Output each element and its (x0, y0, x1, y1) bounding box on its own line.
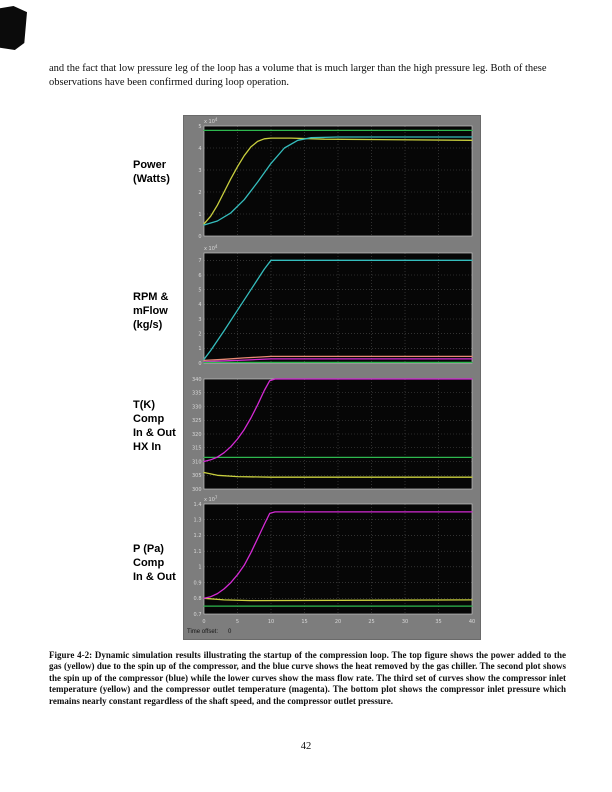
row-label-line: T(K) (133, 399, 155, 411)
figure-panel (183, 115, 481, 640)
row-label-line: (kg/s) (133, 319, 163, 331)
svg-text:0.8: 0.8 (193, 596, 202, 603)
row-label-line: HX In (133, 441, 162, 453)
row-label-line: Power (133, 159, 167, 171)
svg-text:15: 15 (301, 619, 308, 625)
svg-text:6: 6 (198, 272, 202, 279)
svg-text:300: 300 (191, 486, 202, 491)
row-label-line: Comp (133, 557, 165, 569)
row-label-line: In & Out (133, 427, 176, 439)
svg-text:0.7: 0.7 (193, 611, 202, 618)
svg-text:325: 325 (191, 418, 202, 424)
body-paragraph: and the fact that low pressure leg of the loop has a volume that is much larger than the high pressure leg. Both of these observations have been confirmed during loop operation. (49, 63, 547, 88)
svg-text:30: 30 (401, 619, 409, 625)
svg-text:x 107: x $10^7$ (204, 495, 218, 503)
svg-text:0: 0 (198, 233, 202, 238)
svg-text:335: 335 (191, 390, 202, 397)
svg-text:5: 5 (235, 619, 240, 625)
row-label-line: mFlow (133, 305, 168, 317)
svg-text:320: 320 (191, 431, 202, 438)
svg-text:10: 10 (267, 619, 275, 625)
svg-text:330: 330 (191, 404, 202, 411)
figure-caption: Figure 4-2: Dynamic simulation results illustrating the startup of the compression loop. The top figure shows the power added to the gas (yellow) due to the spin up of the compressor, and the blue curve shows the heat removed by the gas chiller. The second plot shows the spin up of the compressor (blue) while the lower curves show the mass flow rate. The third set of curves show the compressor inlet temperature (yellow) and the compressor outlet temperature (magenta). The bottom plot shows the compressor inlet pressure which remains nearly constant regardless of the shaft speed, and the compressor outlet pressure. (49, 650, 566, 706)
row-label-line: Comp (133, 413, 165, 425)
svg-text:315: 315 (191, 445, 202, 452)
row-label-line: RPM & (133, 291, 169, 303)
svg-text:x 104: x $10^4$ (204, 117, 218, 125)
svg-text:35: 35 (435, 619, 442, 625)
svg-text:1.1: 1.1 (193, 548, 202, 555)
row-label-line: (Watts) (133, 173, 170, 185)
svg-text:25: 25 (368, 619, 375, 625)
svg-text:1.3: 1.3 (193, 517, 202, 524)
svg-text:0: 0 (202, 619, 206, 625)
svg-text:7: 7 (198, 258, 202, 265)
svg-text:4: 4 (198, 302, 202, 309)
svg-text:1: 1 (198, 346, 202, 353)
svg-text:1: 1 (198, 211, 202, 218)
svg-text:0.9: 0.9 (193, 580, 202, 587)
svg-text:2: 2 (198, 331, 202, 338)
time-offset-text: Time offset: (187, 629, 219, 635)
row-label-line: In & Out (133, 571, 176, 583)
scan-artifact (0, 6, 27, 50)
page-number: 42 (300, 741, 312, 752)
svg-text:x 104: x $10^4$ (204, 244, 218, 252)
svg-text:305: 305 (191, 473, 202, 479)
svg-text:0: 0 (198, 360, 202, 365)
power-chart (184, 116, 482, 238)
svg-text:1: 1 (198, 564, 202, 571)
svg-text:2: 2 (198, 189, 202, 196)
svg-text:5: 5 (198, 287, 202, 294)
time-offset-value: 0 (228, 629, 232, 635)
row-label-line: P (Pa) (133, 543, 164, 555)
svg-text:3: 3 (198, 316, 202, 323)
temperature-chart (184, 369, 482, 491)
svg-text:3: 3 (198, 167, 202, 174)
svg-text:20: 20 (334, 619, 342, 625)
svg-text:310: 310 (191, 459, 202, 466)
svg-text:4: 4 (198, 145, 202, 152)
rpm-mflow-chart (184, 243, 482, 365)
pressure-chart (184, 494, 482, 634)
time-offset-label (187, 629, 231, 635)
svg-text:1.2: 1.2 (193, 533, 202, 540)
svg-text:5: 5 (198, 123, 202, 130)
svg-text:40: 40 (468, 619, 476, 625)
svg-text:1.4: 1.4 (193, 501, 202, 508)
svg-text:340: 340 (191, 376, 202, 383)
